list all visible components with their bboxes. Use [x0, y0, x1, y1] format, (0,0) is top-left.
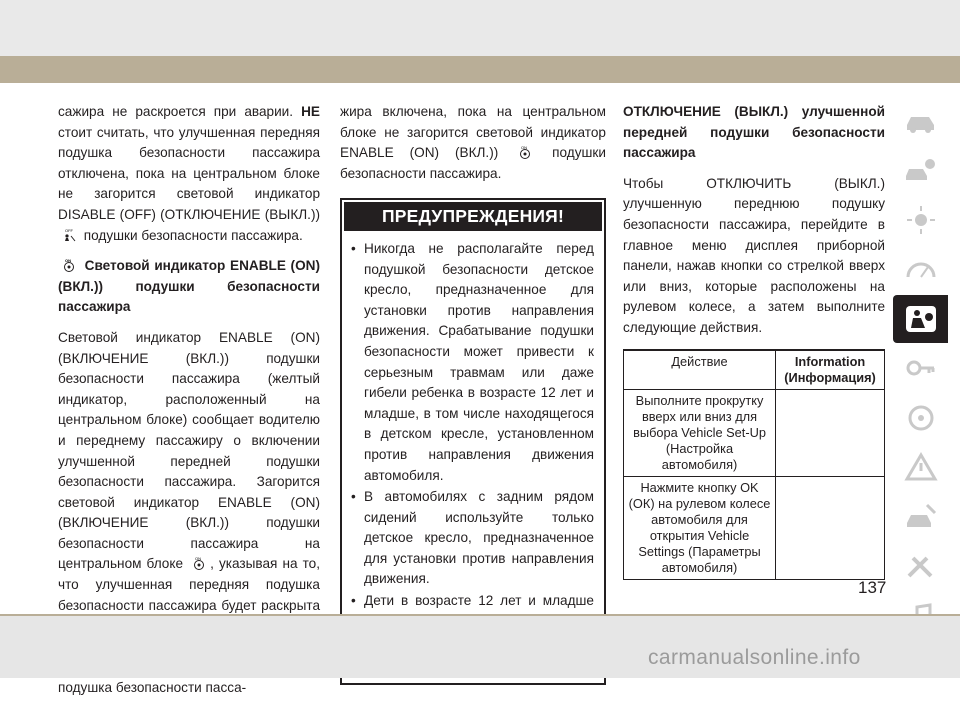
sun-icon — [903, 204, 939, 236]
svg-text:ON: ON — [195, 556, 202, 562]
tab-starting[interactable] — [893, 345, 948, 393]
actions-table — [623, 349, 885, 580]
key-icon — [903, 352, 939, 384]
warning-box — [340, 198, 606, 685]
gauge-icon — [903, 253, 939, 285]
warning-item: • Дети в возрасте 12 лет и младше — [364, 591, 594, 673]
watermark: carmanualsonline.info — [648, 646, 861, 669]
table-cell — [776, 389, 885, 476]
wrench-car-icon — [903, 501, 939, 533]
warning-item: • Никогда не располагайте перед подушкой безопасности детское кресло, предназначенное для установки против направления движения. Срабатывание подушки безопасности может привести к серьезным травмам или даже гибели ребенка в возрасте 12 лет и младше, в том числе находящегося в детском кресле, установленном против направления движения автомобиля. — [364, 239, 594, 486]
tab-steering[interactable] — [893, 394, 948, 442]
warning-item: • В автомобилях с задним рядом сидений используйте только детское кресло, предназначенное для установки против направления движения. — [364, 487, 594, 590]
airbag-passenger-icon — [903, 303, 939, 335]
tab-specifications[interactable] — [893, 543, 948, 591]
airbag-on-indicator-icon — [517, 145, 533, 159]
tab-instrument-panel[interactable] — [893, 246, 948, 294]
tab-emergency[interactable] — [893, 444, 948, 492]
svg-text:OFF: OFF — [65, 227, 73, 233]
table-cell: Нажмите кнопку OK (ОК) на рулевом колесе автомобиля для открытия Vehicle Settings (Параметры автомобиля) — [624, 476, 776, 579]
tab-maintenance[interactable] — [893, 493, 948, 541]
paragraph: сажира не раскроется при аварии. НЕ стоит считать, что улучшенная передняя подушка безопасности пассажира отключена, пока на центральном блоке не загорится световой индикатор DISABLE (OFF) (ОТКЛЮЧЕНИЕ (ВЫКЛ.)) OFF подушки безопасности пассажира. — [58, 104, 320, 243]
page-number: 137 — [858, 578, 887, 597]
table-cell: Выполните прокрутку вверх или вниз для выбора Vehicle Set-Up (Настройка автомобиля) — [624, 389, 776, 476]
airbag-on-indicator-icon — [191, 556, 207, 570]
airbag-on-indicator-icon — [61, 258, 77, 272]
section-heading: ON Световой индикатор ENABLE (ON) (ВКЛ.)) подушки безопасности пассажира — [58, 258, 320, 315]
text-column-3 — [623, 102, 885, 580]
svg-text:ON: ON — [65, 258, 71, 264]
tab-safety[interactable] — [893, 295, 948, 343]
text-column-2 — [340, 102, 606, 685]
airbag-off-indicator-icon — [61, 228, 77, 242]
car-icon — [903, 105, 939, 137]
tab-car-service[interactable] — [893, 147, 948, 195]
warning-triangle-icon — [903, 451, 939, 483]
steering-wheel-icon — [903, 402, 939, 434]
svg-text:ON: ON — [521, 145, 528, 151]
paragraph: жира включена, пока на центральном блоке не загорится световой индикатор ENABLE (ON) (ВКЛ.)) ON подушки безопасности пассажира. — [340, 104, 606, 181]
table-header: Действие — [624, 350, 776, 390]
wrench-tools-icon — [903, 550, 939, 582]
warning-list — [364, 239, 594, 673]
chapter-tabs — [893, 97, 948, 691]
table-cell — [776, 476, 885, 579]
tab-lighting[interactable] — [893, 196, 948, 244]
paragraph: Чтобы ОТКЛЮЧИТЬ (ВЫКЛ.) улучшенную переднюю подушку безопасности пассажира, перейдите в главное меню дисплея приборной панели, нажав кнопки со стрелкой вверх или вниз, которые расположены на рулевом колесе, а затем выполните следующие действия. — [623, 175, 885, 335]
table-row — [624, 476, 885, 579]
table-row — [624, 389, 885, 476]
top-margin-band — [0, 0, 960, 56]
header-color-band — [0, 56, 960, 83]
warning-title: ПРЕДУПРЕЖДЕНИЯ! — [344, 202, 602, 231]
tab-car-exterior[interactable] — [893, 97, 948, 145]
car-key-icon — [903, 154, 939, 186]
table-header: Information (Информация) — [776, 350, 885, 390]
paragraph: Световой индикатор ENABLE (ON) (ВКЛЮЧЕНИЕ (ВКЛ.)) подушки безопасности пассажира (желтый индикатор, расположенный на центральном блоке) сообщает водителю и переднему пассажиру о включении улучшенной передней подушки безопасности пассажира. Загорится световой индикатор ENABLE (ON) (ВКЛЮЧЕНИЕ (ВКЛ.)) подушки безопасности пассажира на центральном блоке ON , указывая на то, что улучшенная передняя подушка безопасности пассажира будет раскрыта подушка безопасности пасса- — [58, 329, 321, 696]
section-heading: ОТКЛЮЧЕНИЕ (ВЫКЛ.) улучшенной передней подушки безопасности пассажира — [623, 104, 885, 161]
